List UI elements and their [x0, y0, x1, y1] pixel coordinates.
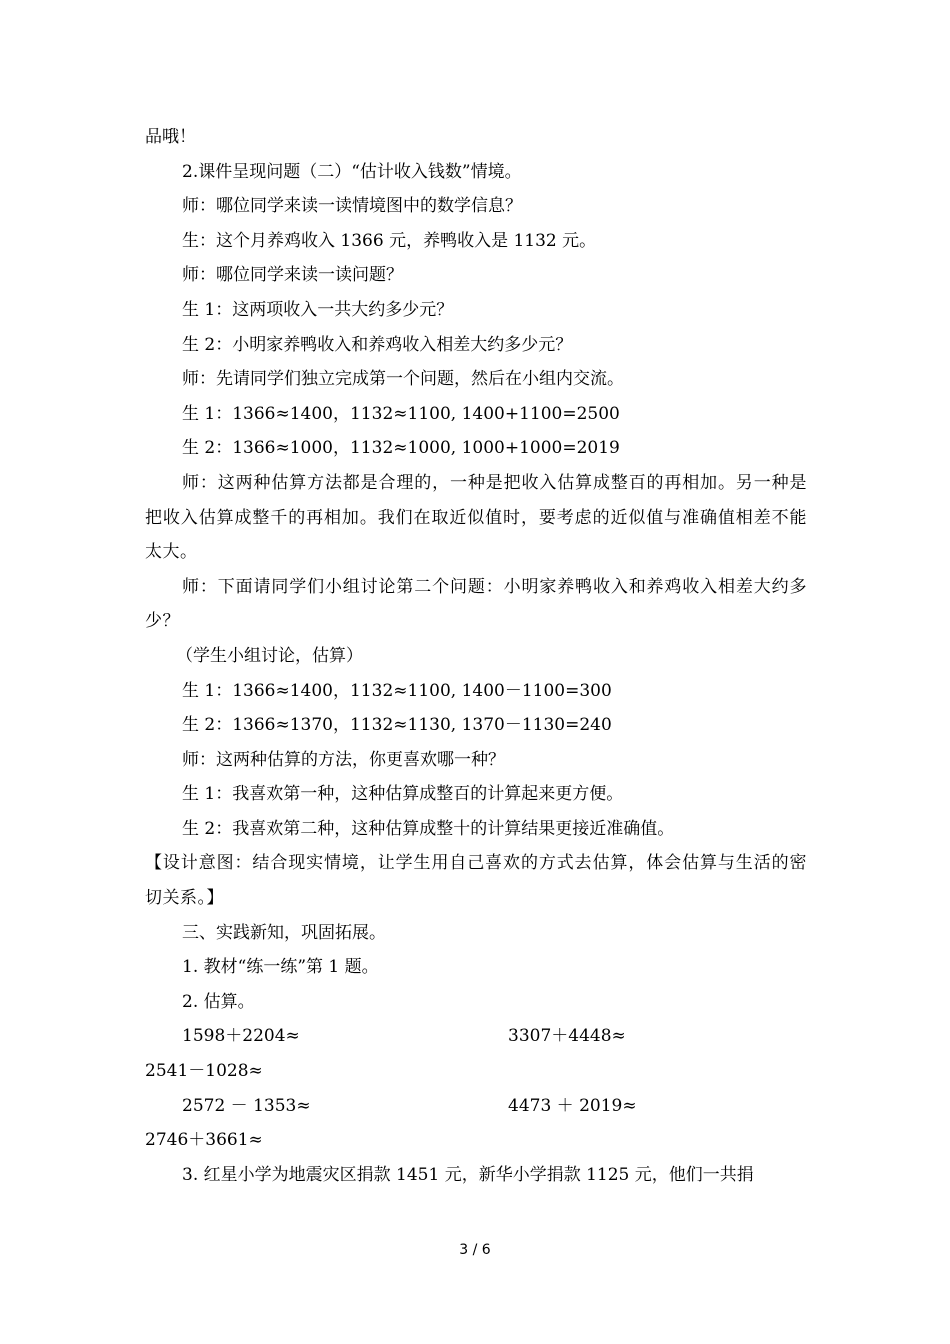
text-line: 生：这个月养鸡收入 1366 元，养鸭收入是 1132 元。	[182, 230, 597, 251]
exercise-row	[145, 1019, 807, 1054]
paragraph: 师：这两种估算方法都是合理的，一种是把收入估算成整百的再相加。另一种是把收入估算成整千的再相加。我们在取近似值时，要考虑的近似值与准确值相差不能太大。	[145, 472, 807, 563]
text-line: 2. 估算。	[182, 991, 255, 1012]
paragraph: 师：下面请同学们小组讨论第二个问题：小明家养鸭收入和养鸡收入相差大约多少？	[145, 576, 807, 632]
exercise-expression: 4473 ＋ 2019≈	[508, 1095, 637, 1116]
page-number: 3 / 6	[459, 1242, 491, 1258]
section-heading: 三、实践新知，巩固拓展。	[182, 922, 386, 943]
text-line: 师：这两种估算的方法，你更喜欢哪一种？	[182, 749, 505, 770]
text-line: 生 2：1366≈1370，1132≈1130, 1370－1130=240	[182, 715, 612, 736]
exercise-expression: 2746＋3661≈	[145, 1130, 263, 1151]
text-line: 生 1：我喜欢第一种，这种估算成整百的计算起来更方便。	[182, 784, 624, 805]
document-body	[145, 120, 807, 1192]
text-line: 2.课件呈现问题（二）“估计收入钱数”情境。	[182, 161, 522, 182]
exercise-expression: 2541－1028≈	[145, 1061, 263, 1082]
text-line: 1. 教材“练一练”第 1 题。	[182, 957, 379, 978]
text-line: 生 2：1366≈1000，1132≈1000, 1000+1000=2019	[182, 438, 620, 459]
text-line: 师：先请同学们独立完成第一个问题，然后在小组内交流。	[182, 369, 624, 390]
text-line: 师：哪位同学来读一读问题？	[182, 265, 403, 286]
text-line: 师：哪位同学来读一读情境图中的数学信息？	[182, 196, 522, 217]
design-intent-note: 【设计意图：结合现实情境，让学生用自己喜欢的方式去估算，体会估算与生活的密切关系。】	[145, 853, 807, 909]
text-line: 生 1：1366≈1400，1132≈1100, 1400－1100=300	[182, 680, 612, 701]
text-line: 品哦！	[145, 127, 196, 147]
text-line: 生 2：我喜欢第二种，这种估算成整十的计算结果更接近准确值。	[182, 818, 675, 839]
text-line: 3. 红星小学为地震灾区捐款 1451 元，新华小学捐款 1125 元，他们一共捐	[182, 1164, 754, 1185]
exercise-row	[145, 1089, 807, 1124]
text-line: 生 1：1366≈1400，1132≈1100, 1400+1100=2500	[182, 403, 620, 424]
text-line: 生 1：这两项收入一共大约多少元？	[182, 299, 454, 320]
text-line: 生 2：小明家养鸭收入和养鸡收入相差大约多少元？	[182, 334, 573, 355]
exercise-expression: 3307＋4448≈	[508, 1026, 626, 1047]
text-line: （学生小组讨论，估算）	[176, 645, 363, 666]
exercise-expression: 2572 － 1353≈	[182, 1095, 311, 1116]
exercise-expression: 1598＋2204≈	[182, 1026, 300, 1047]
